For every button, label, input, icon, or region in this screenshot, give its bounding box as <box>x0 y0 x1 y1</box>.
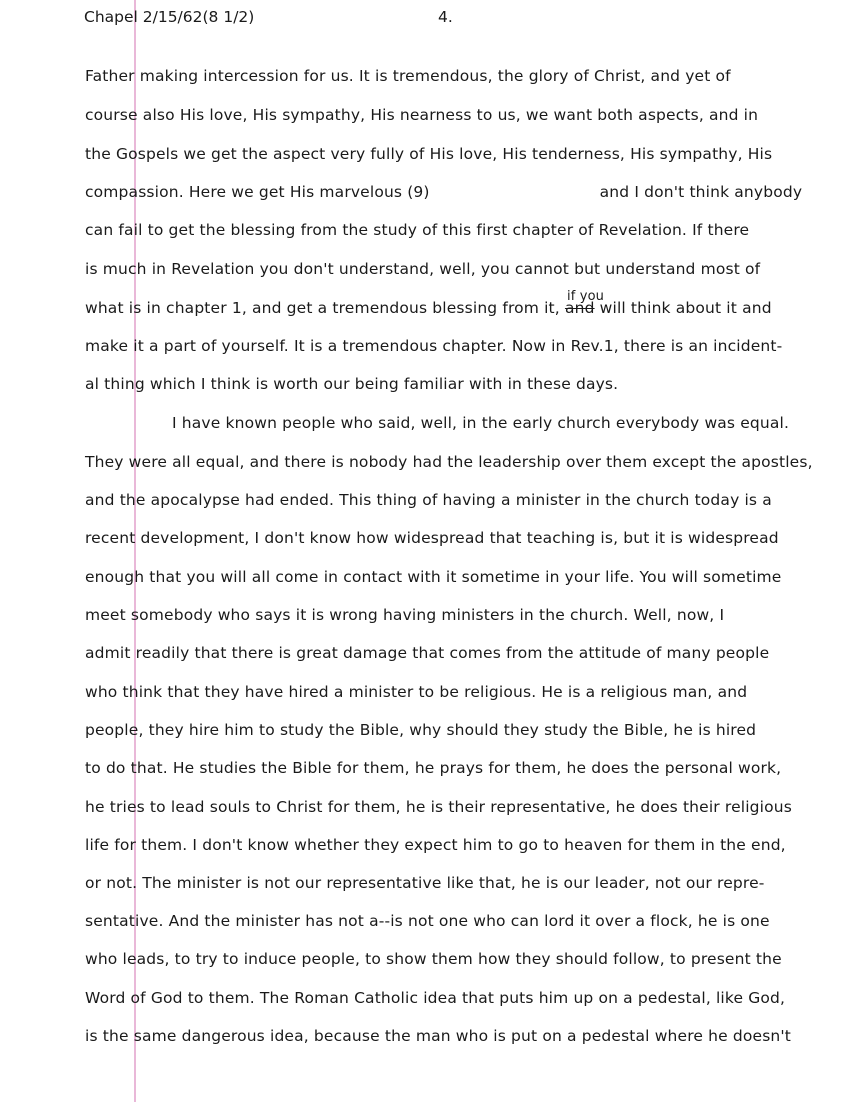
page-header-reference: Chapel 2/15/62(8 1/2) <box>84 8 255 26</box>
text-segment: what is in chapter 1, and get a tremendous blessing from it, <box>85 299 560 317</box>
text-line: meet somebody who says it is wrong having ministers in the church. Well, now, I <box>85 606 725 624</box>
page-number: 4. <box>438 8 453 26</box>
text-segment: compassion. Here we get His marvelous (9) <box>85 183 430 201</box>
text-line: al thing which I think is worth our being familiar with in these days. <box>85 375 619 393</box>
struck-text: and <box>564 299 595 317</box>
text-line: life for them. I don't know whether they expect him to go to heaven for them in the end, <box>85 836 786 854</box>
text-line: course also His love, His sympathy, His nearness to us, we want both aspects, and in <box>85 106 759 124</box>
inserted-text: if you <box>566 289 605 304</box>
text-line <box>85 289 772 318</box>
text-line: sentative. And the minister has not a--is not one who can lord it over a flock, he is one <box>85 912 770 930</box>
text-line: They were all equal, and there is nobody had the leadership over them except the apostles, <box>85 453 813 471</box>
paragraph-first-line: I have known people who said, well, in the early church everybody was equal. <box>172 414 790 432</box>
text-line: Word of God to them. The Roman Catholic idea that puts him up on a pedestal, like God, <box>85 989 786 1007</box>
text-line: he tries to lead souls to Christ for them, he is their representative, he does their religious <box>85 798 792 816</box>
text-line: enough that you will all come in contact with it sometime in your life. You will sometime <box>85 568 782 586</box>
text-line: make it a part of yourself. It is a tremendous chapter. Now in Rev.1, there is an incident- <box>85 337 783 355</box>
text-line: Father making intercession for us. It is tremendous, the glory of Christ, and yet of <box>85 67 731 85</box>
text-line: the Gospels we get the aspect very fully of His love, His tenderness, His sympathy, His <box>85 145 773 163</box>
text-line: recent development, I don't know how widespread that teaching is, but it is widespread <box>85 529 779 547</box>
text-line: is the same dangerous idea, because the man who is put on a pedestal where he doesn't <box>85 1027 792 1045</box>
handwritten-correction <box>564 289 605 318</box>
text-line: and the apocalypse had ended. This thing of having a minister in the church today is a <box>85 491 772 509</box>
text-line: to do that. He studies the Bible for them, he prays for them, he does the personal work, <box>85 759 782 777</box>
text-line <box>85 182 802 202</box>
text-line: admit readily that there is great damage that comes from the attitude of many people <box>85 644 770 662</box>
text-line: who think that they have hired a minister to be religious. He is a religious man, and <box>85 683 748 701</box>
text-line: or not. The minister is not our representative like that, he is our leader, not our repre- <box>85 874 765 892</box>
text-segment: and I don't think anybody <box>599 183 803 201</box>
text-line: who leads, to try to induce people, to show them how they should follow, to present the <box>85 950 782 968</box>
text-line: can fail to get the blessing from the study of this first chapter of Revelation. If there <box>85 221 750 239</box>
text-line: is much in Revelation you don't understand, well, you cannot but understand most of <box>85 260 761 278</box>
text-segment: will think about it and <box>599 299 772 317</box>
text-line: people, they hire him to study the Bible, why should they study the Bible, he is hired <box>85 721 757 739</box>
